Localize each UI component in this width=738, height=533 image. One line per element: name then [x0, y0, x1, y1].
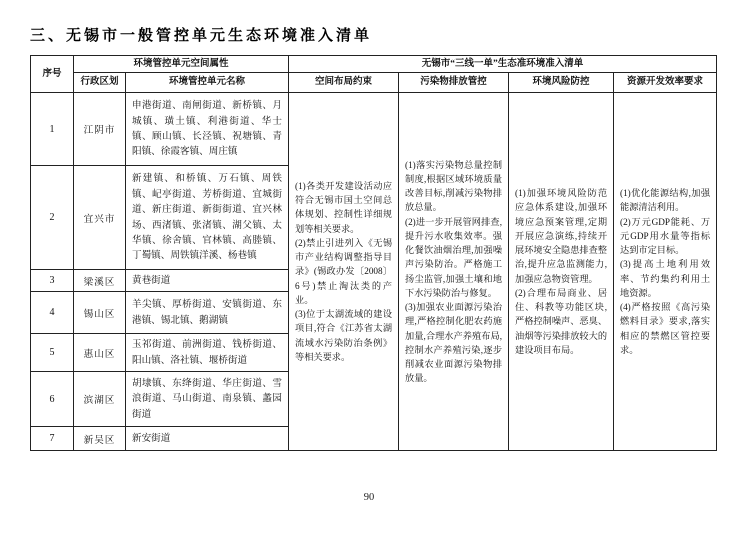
cell-index: 3 [31, 270, 74, 292]
cell-index: 2 [31, 166, 74, 270]
spatial-item: (3)位于太湖流域的建设项目,符合《江苏省太湖流域水污染防治条例》等相关要求。 [295, 309, 393, 362]
table-row [31, 93, 717, 166]
header-unit-name: 环境管控单元名称 [126, 73, 289, 93]
cell-district: 梁溪区 [74, 270, 126, 292]
header-risk-prevention: 环境风险防控 [509, 73, 614, 93]
resource-item: (3)提高土地利用效率、节约集约利用土地资源。 [620, 259, 711, 298]
page-number: 90 [363, 492, 375, 503]
header-pollutant-control: 污染物排放管控 [399, 73, 509, 93]
cell-index: 6 [31, 372, 74, 427]
access-list-table [30, 55, 717, 451]
resource-item: (1)优化能源结构,加强能源清洁利用。 [620, 188, 711, 213]
cell-index: 4 [31, 292, 74, 334]
cell-unit-names: 玉祁街道、前洲街道、钱桥街道、阳山镇、洛社镇、堰桥街道 [126, 334, 289, 372]
cell-risk-prevention [509, 93, 614, 451]
page-title: 三、无锡市一般管控单元生态环境准入清单 [30, 27, 373, 44]
resource-item: (4)严格按照《高污染燃料目录》要求,落实相应的禁燃区管控要求。 [620, 302, 711, 355]
risk-item: (1)加强环境风险防范应急体系建设,加强环境应急预案管理,定期开展应急演练,持续开展环境安全隐患排查整治,提升应急监测能力,加强应急物资管理。 [515, 188, 608, 284]
header-spatial-constraints: 空间布局约束 [289, 73, 399, 93]
cell-index: 5 [31, 334, 74, 372]
pollutant-item: (2)进一步开展管网排查,提升污水收集效率。强化餐饮油烟治理,加强噪声污染防治。严格施工扬尘监管,加强土壤和地下水污染防治与修复。 [405, 216, 503, 298]
cell-resource-efficiency [614, 93, 717, 451]
table-body [31, 93, 717, 451]
pollutant-item: (3)加强农业面源污染治理,严格控制化肥农药施加量,合理水产养殖布局,控制水产养殖污染,逐步削减农业面源污染物排放量。 [405, 302, 503, 384]
resource-item: (2)万元GDP能耗、万元GDP用水量等指标达到市定目标。 [620, 216, 711, 255]
cell-index: 1 [31, 93, 74, 166]
header-sub-row [31, 73, 717, 93]
cell-district: 江阴市 [74, 93, 126, 166]
spatial-item: (2)禁止引进列入《无锡市产业结构调整指导目录》(锡政办发〔2008〕6号)禁止淘汰类的产业。 [295, 237, 393, 305]
cell-pollutant-control [399, 93, 509, 451]
cell-index: 7 [31, 427, 74, 451]
cell-district: 锡山区 [74, 292, 126, 334]
header-resource-efficiency: 资源开发效率要求 [614, 73, 717, 93]
cell-unit-names: 胡埭镇、东绛街道、华庄街道、雪浪街道、马山街道、南泉镇、蠡园街道 [126, 372, 289, 427]
cell-unit-names: 新建镇、和桥镇、万石镇、周铁镇、屺亭街道、芳桥街道、宜城街道、新庄街道、新街街道、宜兴林场、西渚镇、张渚镇、湖父镇、太华镇、徐舍镇、官林镇、高塍镇、丁蜀镇、周铁镇洋溪、杨巷镇 [126, 166, 289, 270]
header-group-spatial-attributes: 环境管控单元空间属性 [74, 56, 289, 73]
risk-item: (2)合理布局商业、居住、科教等功能区块,严格控制噪声、恶臭、油烟等污染排放较大的建设项目布局。 [515, 287, 608, 355]
cell-district: 滨湖区 [74, 372, 126, 427]
cell-district: 宜兴市 [74, 166, 126, 270]
header-group-row [31, 56, 717, 73]
header-index: 序号 [31, 56, 74, 93]
cell-unit-names: 新安街道 [126, 427, 289, 451]
cell-unit-names: 黄巷街道 [126, 270, 289, 292]
cell-unit-names: 申港街道、南闸街道、新桥镇、月城镇、璜土镇、利港街道、华士镇、顾山镇、长泾镇、祝塘镇、青阳镇、徐霞客镇、周庄镇 [126, 93, 289, 166]
cell-district: 惠山区 [74, 334, 126, 372]
cell-unit-names: 羊尖镇、厚桥街道、安镇街道、东港镇、锡北镇、鹅湖镇 [126, 292, 289, 334]
cell-spatial-constraints [289, 93, 399, 451]
header-admin-division: 行政区划 [74, 73, 126, 93]
spatial-item: (1)各类开发建设活动应符合无锡市国土空间总体规划、控制性详细规划等相关要求。 [295, 180, 393, 234]
pollutant-item: (1)落实污染物总量控制制度,根据区域环境质量改善目标,削减污染物排放总量。 [405, 159, 503, 213]
header-group-access-list: 无锡市“三线一单”生态准环境准入清单 [289, 56, 717, 73]
cell-district: 新吴区 [74, 427, 126, 451]
table-header [31, 56, 717, 93]
